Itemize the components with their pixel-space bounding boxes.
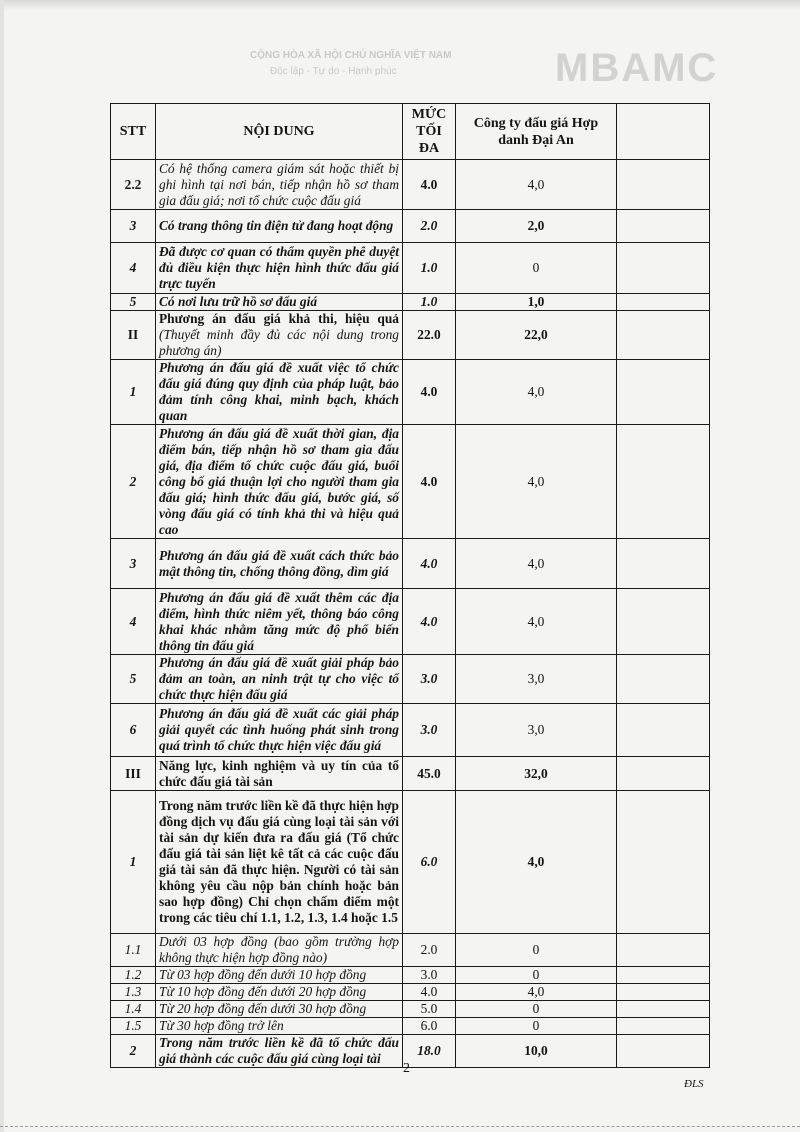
row-extra — [617, 1001, 710, 1018]
row-stt: 4 — [111, 589, 156, 655]
row-extra — [617, 984, 710, 1001]
table-row — [111, 294, 710, 311]
row-content: Dưới 03 hợp đồng (bao gồm trường hợp không thực hiện hợp đồng nào) — [156, 934, 403, 967]
row-extra — [617, 1035, 710, 1068]
row-content: Từ 20 hợp đồng đến dưới 30 hợp đồng — [156, 1001, 403, 1018]
row-score: 2,0 — [456, 210, 617, 243]
row-extra — [617, 210, 710, 243]
header-extra — [617, 104, 710, 160]
scan-top-edge — [0, 0, 800, 10]
bleed-through-logo: MBAMC — [555, 46, 719, 90]
row-content: Phương án đấu giá đề xuất thời gian, địa điểm bán, tiếp nhận hồ sơ tham gia đấu giá, địa điểm tổ chức cuộc đấu giá, buổi công bố giá thuận lợi cho người tham gia đấu giá; hình thức đấu giá, bước giá, số vòng đấu giá có tính khả thi và hiệu quả cao — [156, 425, 403, 539]
table-row — [111, 1018, 710, 1035]
row-extra — [617, 360, 710, 425]
table-row — [111, 757, 710, 791]
row-content-title: Phương án đấu giá khả thi, hiệu quả — [159, 311, 399, 326]
row-max: 4.0 — [403, 425, 456, 539]
row-score: 0 — [456, 1018, 617, 1035]
row-score: 10,0 — [456, 1035, 617, 1068]
row-score: 4,0 — [456, 589, 617, 655]
table-header-row — [111, 104, 710, 160]
table-row — [111, 791, 710, 934]
row-content: Có hệ thống camera giám sát hoặc thiết bị ghi hình tại nơi bán, tiếp nhận hồ sơ tham gia đấu giá; nơi tổ chức cuộc đấu giá — [156, 160, 403, 210]
row-content: Từ 03 hợp đồng đến dưới 10 hợp đồng — [156, 967, 403, 984]
row-extra — [617, 160, 710, 210]
row-score: 1,0 — [456, 294, 617, 311]
row-score: 0 — [456, 967, 617, 984]
row-extra — [617, 311, 710, 360]
row-score: 4,0 — [456, 539, 617, 589]
row-max: 3.0 — [403, 704, 456, 757]
table-row — [111, 1001, 710, 1018]
row-extra — [617, 243, 710, 294]
row-stt: 1.2 — [111, 967, 156, 984]
header-company: Công ty đấu giá Hợp danh Đại An — [456, 104, 617, 160]
row-content: Trong năm trước liền kề đã tổ chức đấu giá thành các cuộc đấu giá cùng loại tài — [156, 1035, 403, 1068]
row-extra — [617, 589, 710, 655]
table-row — [111, 539, 710, 589]
table-row — [111, 425, 710, 539]
row-max: 6.0 — [403, 1018, 456, 1035]
row-content: Năng lực, kinh nghiệm và uy tín của tổ chức đấu giá tài sản — [156, 757, 403, 791]
row-extra — [617, 757, 710, 791]
table-row — [111, 934, 710, 967]
row-score: 4,0 — [456, 425, 617, 539]
header-content: NỘI DUNG — [156, 104, 403, 160]
table-row — [111, 1035, 710, 1068]
row-score: 32,0 — [456, 757, 617, 791]
row-score: 3,0 — [456, 704, 617, 757]
table-row — [111, 704, 710, 757]
row-max: 6.0 — [403, 791, 456, 934]
row-score: 4,0 — [456, 984, 617, 1001]
row-score: 0 — [456, 1001, 617, 1018]
row-stt: 3 — [111, 210, 156, 243]
row-content: Có trang thông tin điện tử đang hoạt động — [156, 210, 403, 243]
row-content-note: (Thuyết minh đầy đủ các nội dung trong phương án) — [159, 327, 399, 358]
row-content — [156, 311, 403, 360]
table-row — [111, 984, 710, 1001]
row-extra — [617, 425, 710, 539]
row-stt: 2 — [111, 1035, 156, 1068]
row-stt: 1.5 — [111, 1018, 156, 1035]
row-max: 22.0 — [403, 311, 456, 360]
row-stt: III — [111, 757, 156, 791]
row-score: 4,0 — [456, 791, 617, 934]
row-extra — [617, 934, 710, 967]
row-stt: 2.2 — [111, 160, 156, 210]
row-stt: 4 — [111, 243, 156, 294]
table-row — [111, 360, 710, 425]
scan-left-edge — [0, 0, 4, 1132]
header-max: MỨC TỐI ĐA — [403, 104, 456, 160]
footer-code: ĐLS — [684, 1078, 704, 1090]
row-max: 2.0 — [403, 934, 456, 967]
row-stt: 1 — [111, 791, 156, 934]
row-max: 4.0 — [403, 984, 456, 1001]
row-content: Phương án đấu giá đề xuất thêm các địa điểm, hình thức niêm yết, thông báo công khai khác nhằm tăng mức độ phổ biến thông tin đấu giá — [156, 589, 403, 655]
row-max: 3.0 — [403, 967, 456, 984]
row-content: Có nơi lưu trữ hồ sơ đấu giá — [156, 294, 403, 311]
bleed-through-text: Độc lập - Tự do - Hạnh phúc — [270, 66, 397, 77]
scan-bottom-edge — [0, 1126, 800, 1127]
scoring-table — [110, 103, 710, 1068]
row-max: 4.0 — [403, 360, 456, 425]
row-content: Phương án đấu giá đề xuất giải pháp bảo đảm an toàn, an ninh trật tự cho việc tổ chức thực hiện đấu giá — [156, 655, 403, 704]
row-score: 4,0 — [456, 160, 617, 210]
row-stt: 6 — [111, 704, 156, 757]
row-content: Phương án đấu giá đề xuất việc tổ chức đấu giá đúng quy định của pháp luật, bảo đảm tính công khai, minh bạch, khách quan — [156, 360, 403, 425]
row-extra — [617, 704, 710, 757]
row-max: 3.0 — [403, 655, 456, 704]
row-extra — [617, 539, 710, 589]
row-content: Từ 30 hợp đồng trở lên — [156, 1018, 403, 1035]
row-score: 22,0 — [456, 311, 617, 360]
row-max: 4.0 — [403, 589, 456, 655]
row-max: 1.0 — [403, 294, 456, 311]
row-score: 4,0 — [456, 360, 617, 425]
row-score: 0 — [456, 934, 617, 967]
table-row — [111, 655, 710, 704]
row-extra — [617, 294, 710, 311]
table-row — [111, 243, 710, 294]
row-max: 4.0 — [403, 539, 456, 589]
row-extra — [617, 791, 710, 934]
row-extra — [617, 655, 710, 704]
row-stt: 1.1 — [111, 934, 156, 967]
table-row — [111, 967, 710, 984]
row-stt: 1.3 — [111, 984, 156, 1001]
row-score: 0 — [456, 243, 617, 294]
header-stt: STT — [111, 104, 156, 160]
row-stt: 2 — [111, 425, 156, 539]
row-max: 4.0 — [403, 160, 456, 210]
row-max: 18.0 — [403, 1035, 456, 1068]
row-max: 2.0 — [403, 210, 456, 243]
row-max: 45.0 — [403, 757, 456, 791]
row-stt: 5 — [111, 294, 156, 311]
row-content: Phương án đấu giá đề xuất các giải pháp giải quyết các tình huống phát sinh trong quá trình tổ chức thực hiện việc đấu giá — [156, 704, 403, 757]
bleed-through-text: CỘNG HÒA XÃ HỘI CHỦ NGHĨA VIỆT NAM — [250, 50, 452, 61]
row-stt: 5 — [111, 655, 156, 704]
page-number: 2 — [403, 1061, 410, 1076]
row-content: Đã được cơ quan có thẩm quyền phê duyệt đủ điều kiện thực hiện hình thức đấu giá trực tuyến — [156, 243, 403, 294]
row-max: 1.0 — [403, 243, 456, 294]
row-stt: 3 — [111, 539, 156, 589]
row-content: Từ 10 hợp đồng đến dưới 20 hợp đồng — [156, 984, 403, 1001]
row-content: Phương án đấu giá đề xuất cách thức bảo mật thông tin, chống thông đồng, dìm giá — [156, 539, 403, 589]
table-row — [111, 160, 710, 210]
table-row — [111, 311, 710, 360]
row-content: Trong năm trước liền kề đã thực hiện hợp đồng dịch vụ đấu giá cùng loại tài sản với tài sản dự kiến đưa ra đấu giá (Tổ chức đấu giá tài sản liệt kê tất cả các cuộc đấu giá tài sản đã thực hiện. Người có tài sản không yêu cầu nộp bản chính hoặc bản sao hợp đồng) Chỉ chọn chấm điểm một trong các tiêu chí 1.1, 1.2, 1.3, 1.4 hoặc 1.5 — [156, 791, 403, 934]
row-max: 5.0 — [403, 1001, 456, 1018]
row-stt: 1.4 — [111, 1001, 156, 1018]
row-score: 3,0 — [456, 655, 617, 704]
row-stt: II — [111, 311, 156, 360]
table-row — [111, 589, 710, 655]
row-stt: 1 — [111, 360, 156, 425]
row-extra — [617, 967, 710, 984]
row-extra — [617, 1018, 710, 1035]
table-row — [111, 210, 710, 243]
